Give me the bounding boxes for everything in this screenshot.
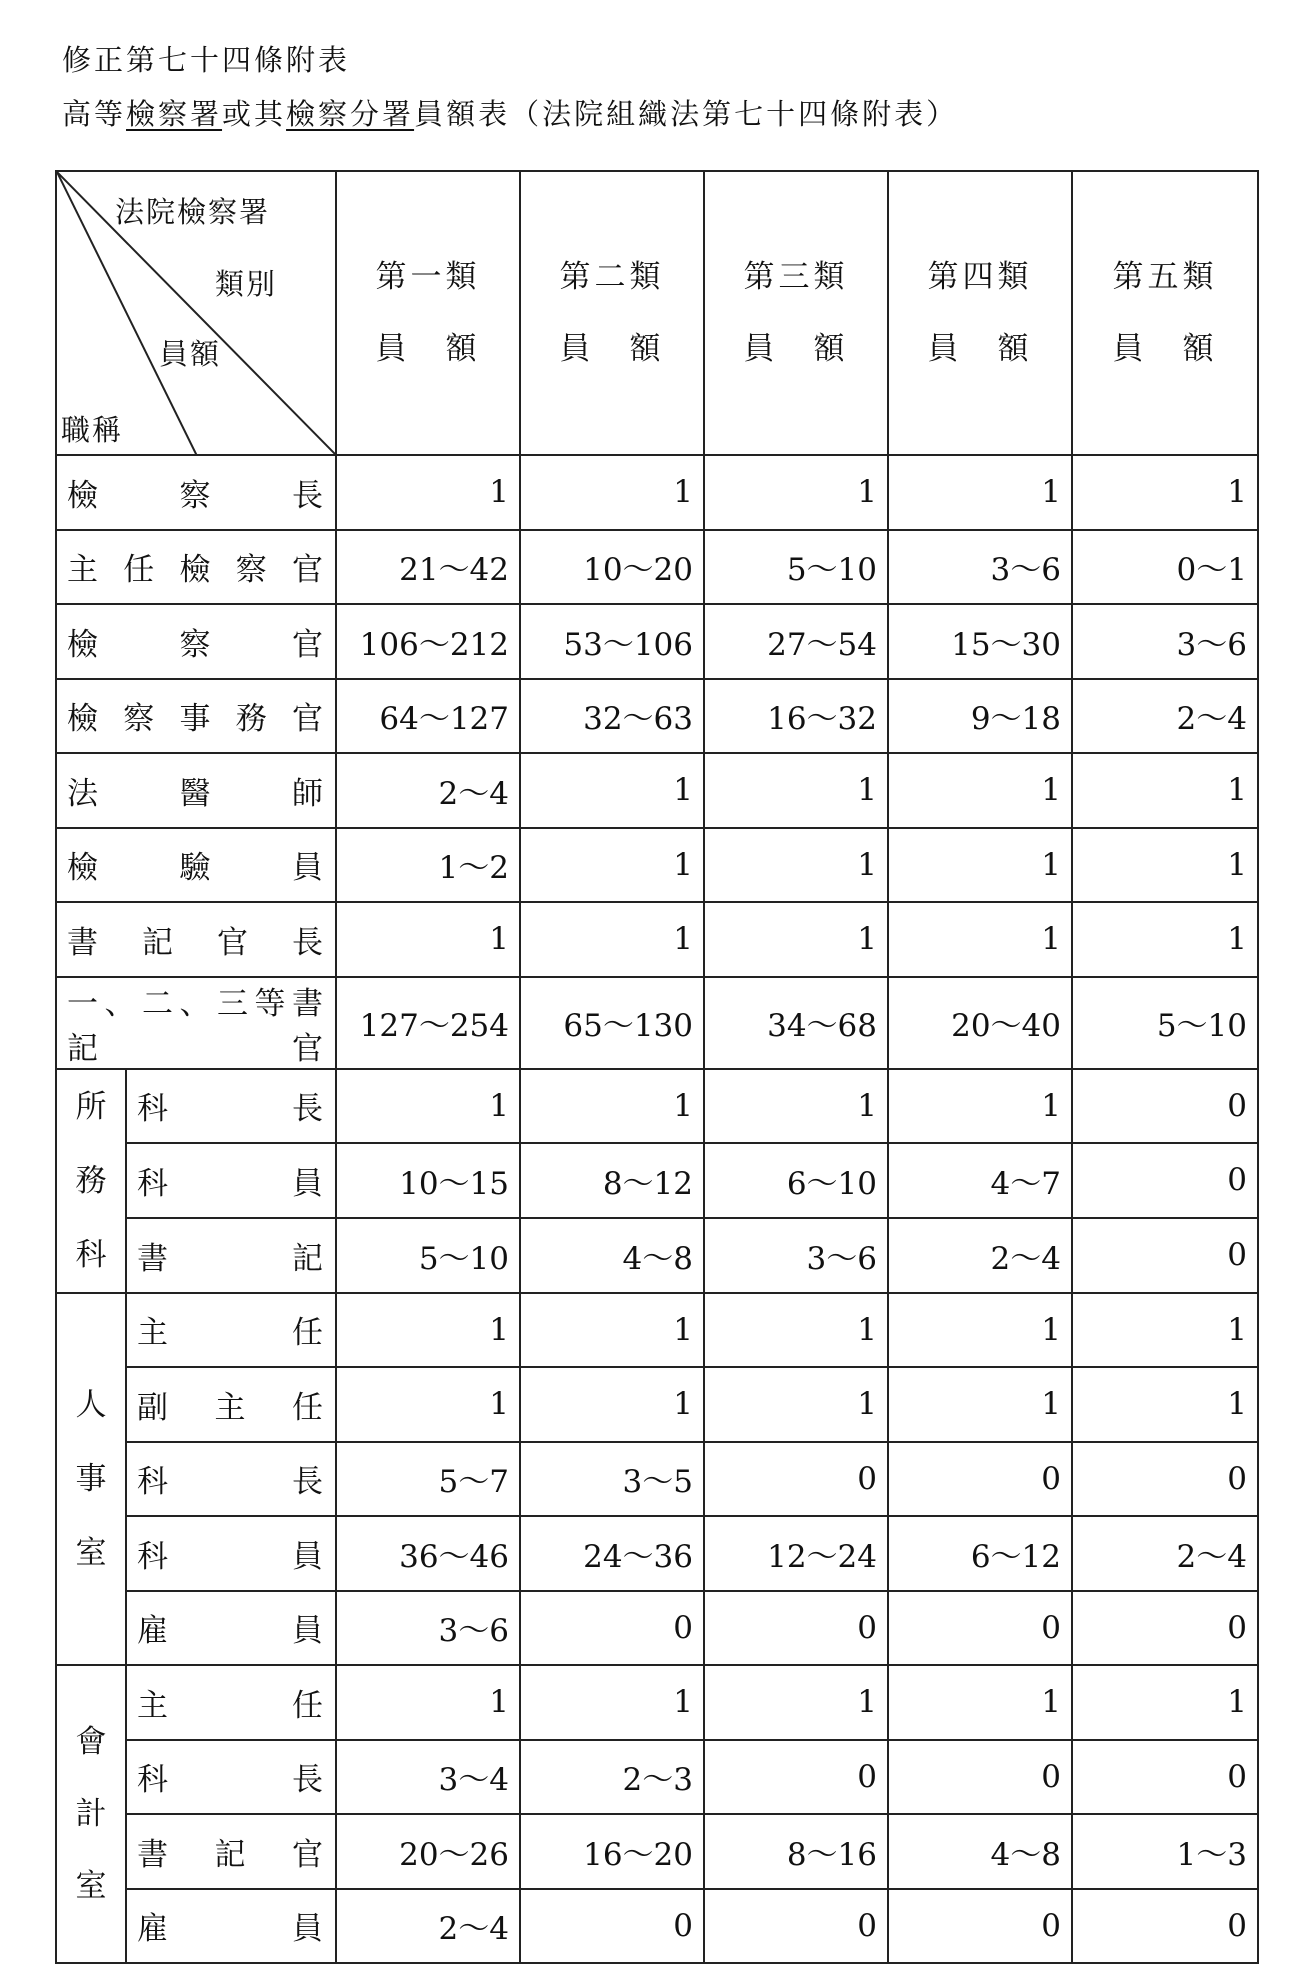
quota-value: 10～15 <box>336 1143 520 1218</box>
quota-value: 1 <box>520 1665 704 1740</box>
quota-value: 36～46 <box>336 1516 520 1591</box>
group-name-char: 人 <box>75 1386 107 1423</box>
position-title: 科長 <box>126 1740 336 1815</box>
quota-value: 0 <box>888 1889 1072 1964</box>
quota-value: 5～10 <box>336 1218 520 1293</box>
quota-value: 1 <box>888 1367 1072 1442</box>
quota-value: 1 <box>1072 455 1258 530</box>
quota-value: 0 <box>1072 1740 1258 1815</box>
quota-value: 1 <box>1072 828 1258 903</box>
table-row <box>56 530 1258 605</box>
quota-value: 1 <box>336 1665 520 1740</box>
position-title: 一、二、三等書記官 <box>56 977 336 1069</box>
quota-value: 1 <box>704 753 888 828</box>
table-row <box>56 1591 1258 1666</box>
category-name: 第五類 <box>1112 259 1218 295</box>
table-row <box>56 1889 1258 1964</box>
quota-value: 3～5 <box>520 1442 704 1517</box>
table-row <box>56 977 1258 1069</box>
group-name-char: 室 <box>75 1868 107 1904</box>
quota-value: 6～12 <box>888 1516 1072 1591</box>
quota-value: 0 <box>1072 1069 1258 1144</box>
quota-label: 員 額 <box>927 331 1033 367</box>
quota-value: 2～4 <box>888 1218 1072 1293</box>
quota-value: 0～1 <box>1072 530 1258 605</box>
quota-value: 0 <box>520 1889 704 1964</box>
position-title: 書記官長 <box>56 902 336 977</box>
position-title: 法醫師 <box>56 753 336 828</box>
quota-value: 1 <box>704 828 888 903</box>
position-title: 科員 <box>126 1143 336 1218</box>
quota-value: 3～6 <box>1072 604 1258 679</box>
quota-value: 0 <box>704 1442 888 1517</box>
quota-value: 20～40 <box>888 977 1072 1069</box>
quota-value: 16～32 <box>704 679 888 754</box>
header-row <box>56 171 1258 455</box>
quota-value: 1 <box>888 753 1072 828</box>
quota-value: 1 <box>888 1069 1072 1144</box>
group-label-2 <box>56 1665 126 1963</box>
quota-label: 員 額 <box>743 331 849 367</box>
table-row <box>56 604 1258 679</box>
table-row <box>56 1293 1258 1368</box>
category-name: 第二類 <box>559 259 665 295</box>
quota-value: 1 <box>888 455 1072 530</box>
quota-value: 0 <box>520 1591 704 1666</box>
quota-value: 3～6 <box>704 1218 888 1293</box>
group-name-char: 會 <box>75 1724 107 1760</box>
quota-value: 1 <box>520 1069 704 1144</box>
table-title <box>62 96 958 134</box>
quota-value: 4～8 <box>888 1814 1072 1889</box>
quota-value: 1 <box>520 753 704 828</box>
title-part-4: 檢察分署 <box>286 97 415 131</box>
table-row <box>56 1143 1258 1218</box>
category-header-3 <box>704 171 888 455</box>
quota-value: 0 <box>888 1740 1072 1815</box>
quota-value: 64～127 <box>336 679 520 754</box>
quota-value: 0 <box>704 1591 888 1666</box>
group-label-0 <box>56 1069 126 1293</box>
quota-value: 24～36 <box>520 1516 704 1591</box>
title-part-1: 高等 <box>62 97 127 131</box>
quota-value: 20～26 <box>336 1814 520 1889</box>
title-part-2: 檢察署 <box>126 97 223 131</box>
category-name: 第四類 <box>927 259 1033 295</box>
table-row <box>56 753 1258 828</box>
quota-value: 106～212 <box>336 604 520 679</box>
position-title: 檢察官 <box>56 604 336 679</box>
category-header-4 <box>888 171 1072 455</box>
quota-value: 0 <box>888 1591 1072 1666</box>
table-row <box>56 828 1258 903</box>
table-row <box>56 1665 1258 1740</box>
quota-value: 4～8 <box>520 1218 704 1293</box>
quota-value: 1 <box>1072 753 1258 828</box>
quota-value: 65～130 <box>520 977 704 1069</box>
quota-value: 27～54 <box>704 604 888 679</box>
table-row <box>56 679 1258 754</box>
table-row <box>56 1442 1258 1517</box>
position-title: 科員 <box>126 1516 336 1591</box>
corner-quota-label: 員額 <box>159 337 222 371</box>
group-name <box>67 1706 115 1922</box>
quota-value: 1 <box>520 902 704 977</box>
group-name-char: 計 <box>75 1796 107 1832</box>
amendment-title: 修正第七十四條附表 <box>62 43 351 77</box>
quota-value: 1 <box>704 455 888 530</box>
quota-value: 6～10 <box>704 1143 888 1218</box>
position-title: 雇員 <box>126 1591 336 1666</box>
table-row <box>56 455 1258 530</box>
group-name-char: 所 <box>75 1088 107 1125</box>
position-title: 科長 <box>126 1069 336 1144</box>
quota-value: 1 <box>704 902 888 977</box>
quota-label: 員 額 <box>375 331 481 367</box>
quota-value: 10～20 <box>520 530 704 605</box>
group-name-char: 事 <box>75 1460 107 1497</box>
table-row <box>56 1367 1258 1442</box>
category-header-1 <box>336 171 520 455</box>
quota-label: 員 額 <box>1112 331 1218 367</box>
quota-value: 2～4 <box>1072 1516 1258 1591</box>
quota-value: 2～3 <box>520 1740 704 1815</box>
position-title: 主任 <box>126 1665 336 1740</box>
table-row <box>56 1516 1258 1591</box>
position-title: 檢察事務官 <box>56 679 336 754</box>
position-title: 檢驗員 <box>56 828 336 903</box>
quota-value: 1 <box>336 1069 520 1144</box>
title-part-5: 員額表（法院組織法第七十四條附表） <box>414 97 959 131</box>
quota-value: 34～68 <box>704 977 888 1069</box>
position-title: 主任檢察官 <box>56 530 336 605</box>
quota-value: 1 <box>888 902 1072 977</box>
quota-value: 12～24 <box>704 1516 888 1591</box>
table-row <box>56 1218 1258 1293</box>
quota-value: 3～6 <box>336 1591 520 1666</box>
quota-value: 1～2 <box>336 828 520 903</box>
position-title: 檢察長 <box>56 455 336 530</box>
quota-value: 1 <box>520 828 704 903</box>
category-header-5 <box>1072 171 1258 455</box>
quota-value: 0 <box>1072 1218 1258 1293</box>
group-name <box>67 1070 115 1292</box>
quota-value: 2～4 <box>336 753 520 828</box>
quota-value: 1 <box>336 1367 520 1442</box>
group-label-1 <box>56 1293 126 1666</box>
document-heading <box>62 42 958 134</box>
corner-title-label: 職稱 <box>61 413 124 447</box>
quota-value: 4～7 <box>888 1143 1072 1218</box>
group-name-char: 務 <box>75 1162 107 1199</box>
quota-value: 3～4 <box>336 1740 520 1815</box>
quota-value: 21～42 <box>336 530 520 605</box>
quota-value: 1 <box>520 1367 704 1442</box>
quota-value: 0 <box>1072 1889 1258 1964</box>
quota-value: 1 <box>704 1069 888 1144</box>
quota-value: 1 <box>1072 902 1258 977</box>
quota-value: 1 <box>1072 1665 1258 1740</box>
quota-value: 127～254 <box>336 977 520 1069</box>
quota-value: 1 <box>336 1293 520 1368</box>
category-name: 第一類 <box>375 259 481 295</box>
table-row <box>56 902 1258 977</box>
staff-quota-table <box>55 170 1259 1964</box>
quota-value: 1 <box>336 902 520 977</box>
quota-value: 16～20 <box>520 1814 704 1889</box>
category-header-2 <box>520 171 704 455</box>
quota-value: 53～106 <box>520 604 704 679</box>
quota-value: 5～7 <box>336 1442 520 1517</box>
quota-value: 8～16 <box>704 1814 888 1889</box>
table-row <box>56 1740 1258 1815</box>
quota-value: 1 <box>704 1665 888 1740</box>
corner-header-cell <box>56 171 336 455</box>
quota-value: 5～10 <box>704 530 888 605</box>
group-name <box>67 1368 115 1590</box>
quota-value: 1 <box>520 455 704 530</box>
quota-value: 1 <box>888 1293 1072 1368</box>
quota-value: 9～18 <box>888 679 1072 754</box>
quota-value: 0 <box>1072 1591 1258 1666</box>
position-title: 副主任 <box>126 1367 336 1442</box>
position-title: 書記 <box>126 1218 336 1293</box>
group-name-char: 室 <box>75 1534 107 1571</box>
title-part-3: 或其 <box>222 97 287 131</box>
quota-value: 1～3 <box>1072 1814 1258 1889</box>
quota-value: 3～6 <box>888 530 1072 605</box>
table-row <box>56 1069 1258 1144</box>
position-title: 科長 <box>126 1442 336 1517</box>
quota-value: 1 <box>1072 1367 1258 1442</box>
quota-value: 1 <box>704 1293 888 1368</box>
quota-value: 0 <box>704 1889 888 1964</box>
quota-value: 5～10 <box>1072 977 1258 1069</box>
corner-category-label: 類別 <box>215 267 278 301</box>
quota-value: 0 <box>704 1740 888 1815</box>
quota-label: 員 額 <box>559 331 665 367</box>
category-name: 第三類 <box>743 259 849 295</box>
quota-value: 1 <box>888 828 1072 903</box>
quota-value: 0 <box>1072 1442 1258 1517</box>
position-title: 雇員 <box>126 1889 336 1964</box>
quota-value: 2～4 <box>1072 679 1258 754</box>
quota-value: 32～63 <box>520 679 704 754</box>
position-title: 主任 <box>126 1293 336 1368</box>
quota-value: 0 <box>888 1442 1072 1517</box>
quota-value: 1 <box>888 1665 1072 1740</box>
position-title: 書記官 <box>126 1814 336 1889</box>
quota-value: 1 <box>336 455 520 530</box>
quota-value: 15～30 <box>888 604 1072 679</box>
quota-value: 1 <box>520 1293 704 1368</box>
quota-value: 1 <box>704 1367 888 1442</box>
group-name-char: 科 <box>75 1236 107 1273</box>
table-row <box>56 1814 1258 1889</box>
quota-value: 0 <box>1072 1143 1258 1218</box>
corner-court-label: 法院檢察署 <box>115 195 271 229</box>
quota-value: 1 <box>1072 1293 1258 1368</box>
quota-value: 8～12 <box>520 1143 704 1218</box>
quota-value: 2～4 <box>336 1889 520 1964</box>
